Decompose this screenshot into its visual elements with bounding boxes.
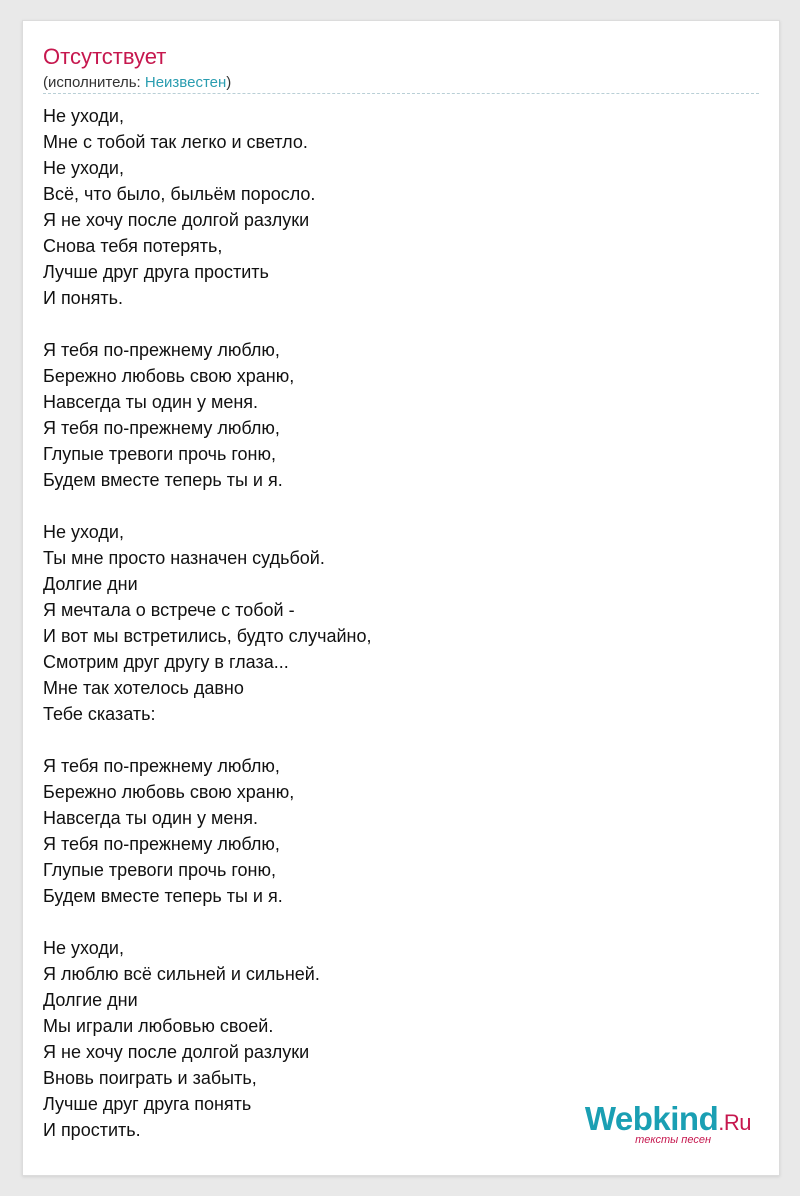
lyrics-line: Лучше друг друга понять bbox=[43, 1094, 252, 1114]
lyrics-stanza bbox=[43, 753, 743, 909]
song-title: Отсутствует bbox=[43, 44, 167, 69]
lyrics-line: И понять. bbox=[43, 288, 124, 308]
lyrics-line: Бережно любовь свою храню, bbox=[43, 782, 295, 802]
lyrics-line: Бережно любовь свою храню, bbox=[43, 366, 295, 386]
lyrics-text bbox=[43, 103, 743, 1169]
lyrics-card bbox=[22, 20, 780, 1176]
lyrics-line: Не уходи, bbox=[43, 158, 124, 178]
lyrics-line: Мы играли любовью своей. bbox=[43, 1016, 274, 1036]
lyrics-line: Я тебя по-прежнему люблю, bbox=[43, 340, 280, 360]
artist-suffix: ) bbox=[226, 74, 232, 91]
logo-domain: .Ru bbox=[718, 1110, 751, 1135]
lyrics-line: Будем вместе теперь ты и я. bbox=[43, 470, 283, 490]
title-separator bbox=[43, 93, 759, 94]
lyrics-line: Навсегда ты один у меня. bbox=[43, 808, 259, 828]
lyrics-stanza bbox=[43, 103, 743, 311]
lyrics-line: Глупые тревоги прочь гоню, bbox=[43, 444, 276, 464]
lyrics-line: Я люблю всё сильней и сильней. bbox=[43, 964, 320, 984]
lyrics-line: И вот мы встретились, будто случайно, bbox=[43, 626, 372, 646]
logo-main-text: Webkind bbox=[584, 1100, 719, 1137]
lyrics-stanza bbox=[43, 337, 743, 493]
lyrics-line: Долгие дни bbox=[43, 574, 138, 594]
lyrics-line: И простить. bbox=[43, 1120, 141, 1140]
lyrics-line: Я тебя по-прежнему люблю, bbox=[43, 418, 280, 438]
lyrics-line: Ты мне просто назначен судьбой. bbox=[43, 548, 325, 568]
site-logo[interactable] bbox=[551, 1101, 751, 1145]
lyrics-line: Долгие дни bbox=[43, 990, 138, 1010]
lyrics-line: Я не хочу после долгой разлуки bbox=[43, 210, 310, 230]
lyrics-line: Тебе сказать: bbox=[43, 704, 156, 724]
lyrics-line: Снова тебя потерять, bbox=[43, 236, 223, 256]
lyrics-line: Я тебя по-прежнему люблю, bbox=[43, 756, 280, 776]
lyrics-line: Не уходи, bbox=[43, 522, 124, 542]
lyrics-line: Мне так хотелось давно bbox=[43, 678, 244, 698]
lyrics-line: Не уходи, bbox=[43, 106, 124, 126]
lyrics-line: Смотрим друг другу в глаза... bbox=[43, 652, 289, 672]
lyrics-line: Вновь поиграть и забыть, bbox=[43, 1068, 257, 1088]
artist-link[interactable]: Неизвестен bbox=[144, 74, 227, 91]
logo-tagline: тексты песен bbox=[635, 1134, 711, 1146]
lyrics-stanza bbox=[43, 519, 743, 727]
lyrics-line: Лучше друг друга простить bbox=[43, 262, 269, 282]
lyrics-line: Я тебя по-прежнему люблю, bbox=[43, 834, 280, 854]
lyrics-line: Не уходи, bbox=[43, 938, 124, 958]
lyrics-line: Всё, что было, быльём поросло. bbox=[43, 184, 316, 204]
lyrics-line: Я не хочу после долгой разлуки bbox=[43, 1042, 310, 1062]
lyrics-line: Мне с тобой так легко и светло. bbox=[43, 132, 308, 152]
lyrics-line: Навсегда ты один у меня. bbox=[43, 392, 259, 412]
artist-line bbox=[43, 73, 231, 93]
lyrics-line: Будем вместе теперь ты и я. bbox=[43, 886, 283, 906]
lyrics-line: Глупые тревоги прочь гоню, bbox=[43, 860, 276, 880]
artist-prefix: (исполнитель: bbox=[43, 74, 145, 91]
lyrics-line: Я мечтала о встрече с тобой - bbox=[43, 600, 295, 620]
